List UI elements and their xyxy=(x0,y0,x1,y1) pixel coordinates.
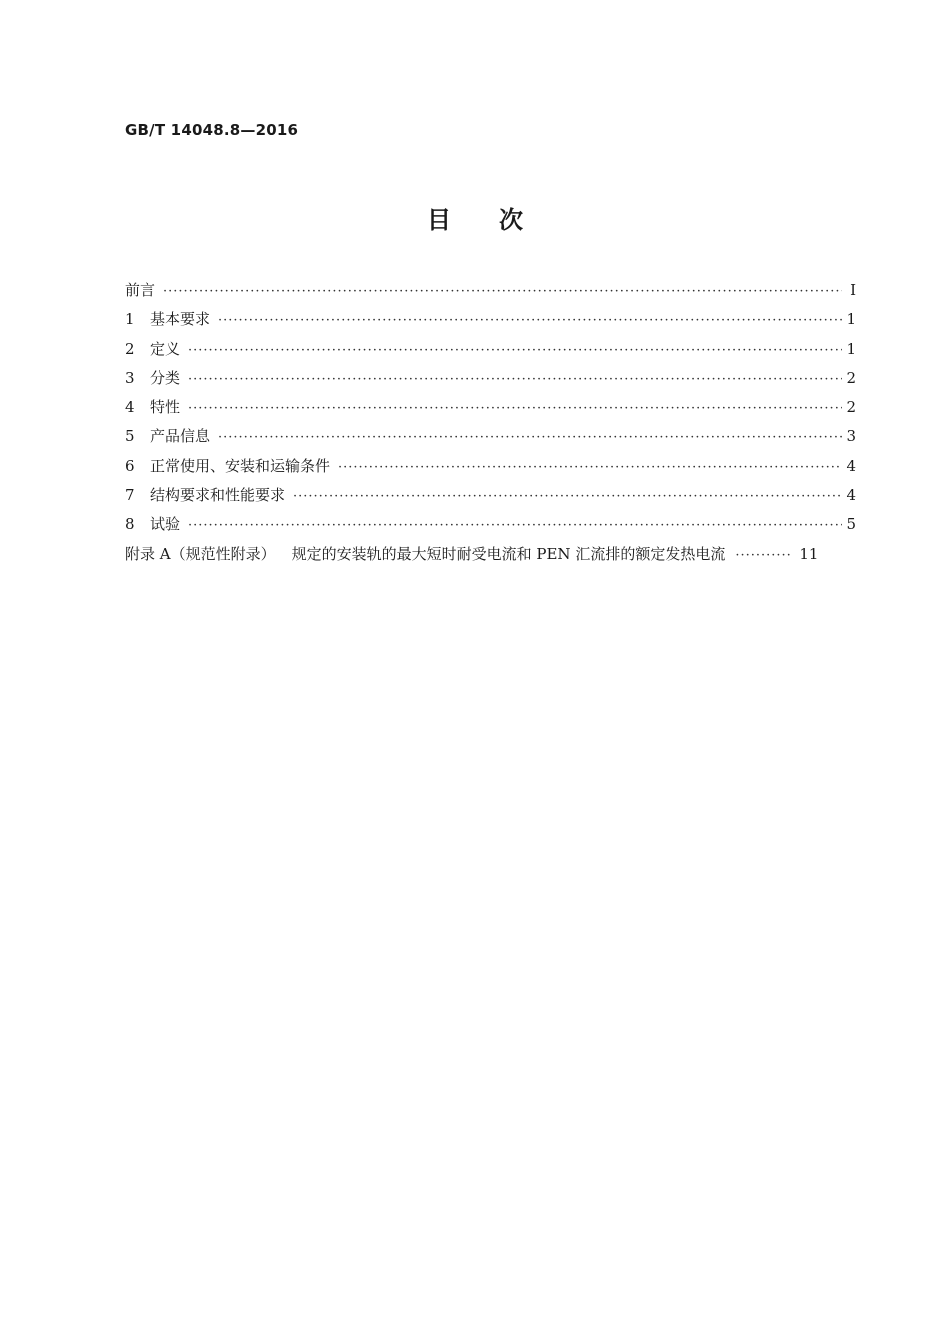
toc-entry-3[interactable] xyxy=(125,367,856,396)
toc-entry-number: 1 xyxy=(125,310,135,329)
toc-entry-annex-a[interactable] xyxy=(125,543,856,572)
toc-entry-page: 2 xyxy=(846,398,856,417)
toc-annex-prefix: 附录 A（规范性附录） xyxy=(125,544,276,563)
toc-annex-label xyxy=(125,543,725,564)
toc-entry-number: 4 xyxy=(125,398,135,417)
toc-entry-label: 前言 xyxy=(125,281,156,299)
toc-leader-dots xyxy=(218,313,842,328)
title-char-1: 目 xyxy=(427,206,451,234)
toc-leader-dots xyxy=(338,460,842,475)
toc-entry-number: 8 xyxy=(125,515,135,534)
toc-leader-dots xyxy=(163,284,842,299)
toc-entry-2[interactable] xyxy=(125,338,856,367)
page-title xyxy=(0,200,950,235)
toc-entry-number: 2 xyxy=(125,339,135,358)
toc-leader-dots xyxy=(293,489,842,504)
toc-entry-page: 11 xyxy=(799,544,819,563)
toc-entry-page: 3 xyxy=(846,427,856,446)
toc-entry-label: 分类 xyxy=(150,368,181,387)
standard-code: GB/T 14048.8—2016 xyxy=(125,121,299,139)
toc-entry-foreword[interactable] xyxy=(125,279,856,308)
toc-leader-dots xyxy=(218,430,842,445)
toc-entry-number: 6 xyxy=(125,456,135,475)
toc-leader-dots xyxy=(188,343,842,358)
toc-leader-dots xyxy=(188,518,842,533)
toc-entry-label: 特性 xyxy=(150,398,181,417)
toc-entry-page: 1 xyxy=(846,339,856,358)
toc-entry-6[interactable] xyxy=(125,455,856,484)
toc-entry-page: 1 xyxy=(846,310,856,329)
toc-entry-1[interactable] xyxy=(125,308,856,337)
table-of-contents xyxy=(125,279,856,572)
toc-leader-dots xyxy=(188,372,842,387)
toc-entry-page: 2 xyxy=(846,368,856,387)
toc-entry-number: 7 xyxy=(125,486,135,505)
toc-leader-dots xyxy=(735,548,791,563)
toc-entry-8[interactable] xyxy=(125,513,856,542)
title-char-2: 次 xyxy=(499,206,523,234)
toc-leader-dots xyxy=(188,401,842,416)
toc-entry-label: 定义 xyxy=(150,339,181,358)
toc-entry-label: 试验 xyxy=(150,515,181,534)
toc-entry-number: 5 xyxy=(125,427,135,446)
toc-entry-page: I xyxy=(850,281,856,299)
toc-entry-page: 4 xyxy=(846,486,856,505)
toc-entry-page: 4 xyxy=(846,456,856,475)
toc-entry-label: 产品信息 xyxy=(150,427,211,446)
toc-entry-4[interactable] xyxy=(125,396,856,425)
toc-entry-page: 5 xyxy=(846,515,856,534)
toc-entry-7[interactable] xyxy=(125,484,856,513)
toc-entry-label: 正常使用、安装和运输条件 xyxy=(150,456,331,475)
toc-annex-title: 规定的安装轨的最大短时耐受电流和 PEN 汇流排的额定发热电流 xyxy=(291,544,726,563)
toc-entry-label: 基本要求 xyxy=(150,310,211,329)
toc-entry-5[interactable] xyxy=(125,425,856,454)
toc-entry-label: 结构要求和性能要求 xyxy=(150,486,286,505)
toc-entry-number: 3 xyxy=(125,368,135,387)
